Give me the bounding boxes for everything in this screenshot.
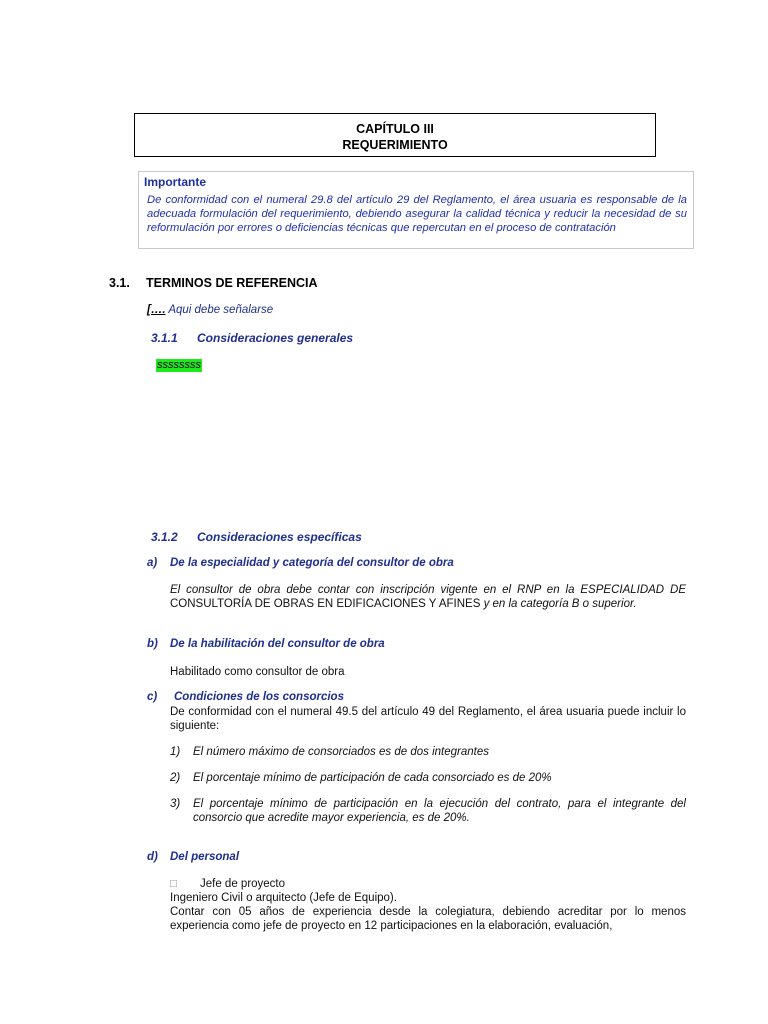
chapter-header-box bbox=[134, 113, 656, 157]
item-title: De la especialidad y categoría del consultor de obra bbox=[170, 557, 454, 569]
personnel-role: Jefe de proyecto bbox=[200, 878, 286, 890]
placeholder-text: Aqui debe señalarse bbox=[168, 304, 274, 316]
specialty-name: CONSULTORÍA DE OBRAS EN EDIFICACIONES Y AFINES bbox=[170, 598, 481, 610]
list-number: 2) bbox=[170, 772, 181, 784]
checkbox-bullet-icon: □ bbox=[170, 878, 177, 890]
chapter-title: REQUERIMIENTO bbox=[342, 138, 448, 152]
item-letter: a) bbox=[147, 557, 158, 569]
section-title: TERMINOS DE REFERENCIA bbox=[146, 276, 318, 290]
important-text: De conformidad con el numeral 29.8 del artículo 29 del Reglamento, el área usuaria es responsable de la adecuada formulación del requerimiento, debiendo asegurar la calidad técnica y reducir la necesidad de su reformulación por errores o deficiencias técnicas que repercutan en el proceso de contratación bbox=[147, 194, 687, 234]
item-text: Habilitado como consultor de obra bbox=[170, 666, 345, 678]
item-title: Del personal bbox=[170, 851, 240, 863]
item-text-pre: El consultor de obra debe contar con inscripción vigente en el RNP en la ESPECIALIDAD DE bbox=[170, 584, 686, 596]
list-number: 3) bbox=[170, 798, 181, 810]
subsection-title: Consideraciones específicas bbox=[197, 530, 362, 544]
placeholder-marker: […. bbox=[147, 304, 166, 316]
personnel-profession: Ingeniero Civil o arquitecto (Jefe de Equipo). bbox=[170, 892, 397, 904]
item-text-post: y en la categoría B o superior. bbox=[480, 598, 637, 610]
item-letter: c) bbox=[147, 691, 158, 703]
item-letter: b) bbox=[147, 638, 158, 650]
subsection-number: 3.1.1 bbox=[151, 331, 178, 345]
section-number: 3.1. bbox=[109, 276, 130, 290]
personnel-experience: Contar con 05 años de experiencia desde la colegiatura, debiendo acreditar por lo menos experiencia como jefe de proyecto en 12 participaciones en la elaboración, evaluación, bbox=[170, 906, 686, 932]
item-title: Condiciones de los consorcios bbox=[174, 691, 344, 703]
item-text: De conformidad con el numeral 49.5 del artículo 49 del Reglamento, el área usuaria puede incluir lo siguiente: bbox=[170, 706, 686, 732]
list-number: 1) bbox=[170, 746, 181, 758]
important-title: Importante bbox=[144, 175, 207, 189]
item-title: De la habilitación del consultor de obra bbox=[170, 638, 385, 650]
highlighted-text: ssssssss bbox=[157, 359, 201, 371]
list-item: El número máximo de consorciados es de dos integrantes bbox=[193, 746, 489, 758]
list-item: El porcentaje mínimo de participación de cada consorciado es de 20% bbox=[193, 772, 552, 784]
subsection-title: Consideraciones generales bbox=[197, 331, 354, 345]
item-text bbox=[170, 583, 686, 611]
list-item: El porcentaje mínimo de participación en la ejecución del contrato, para el integrante del consorcio que acredite mayor experiencia, es de 20%. bbox=[193, 798, 686, 824]
chapter-number: CAPÍTULO III bbox=[356, 122, 434, 136]
subsection-number: 3.1.2 bbox=[151, 530, 178, 544]
item-letter: d) bbox=[147, 851, 158, 863]
placeholder-note bbox=[147, 304, 273, 316]
